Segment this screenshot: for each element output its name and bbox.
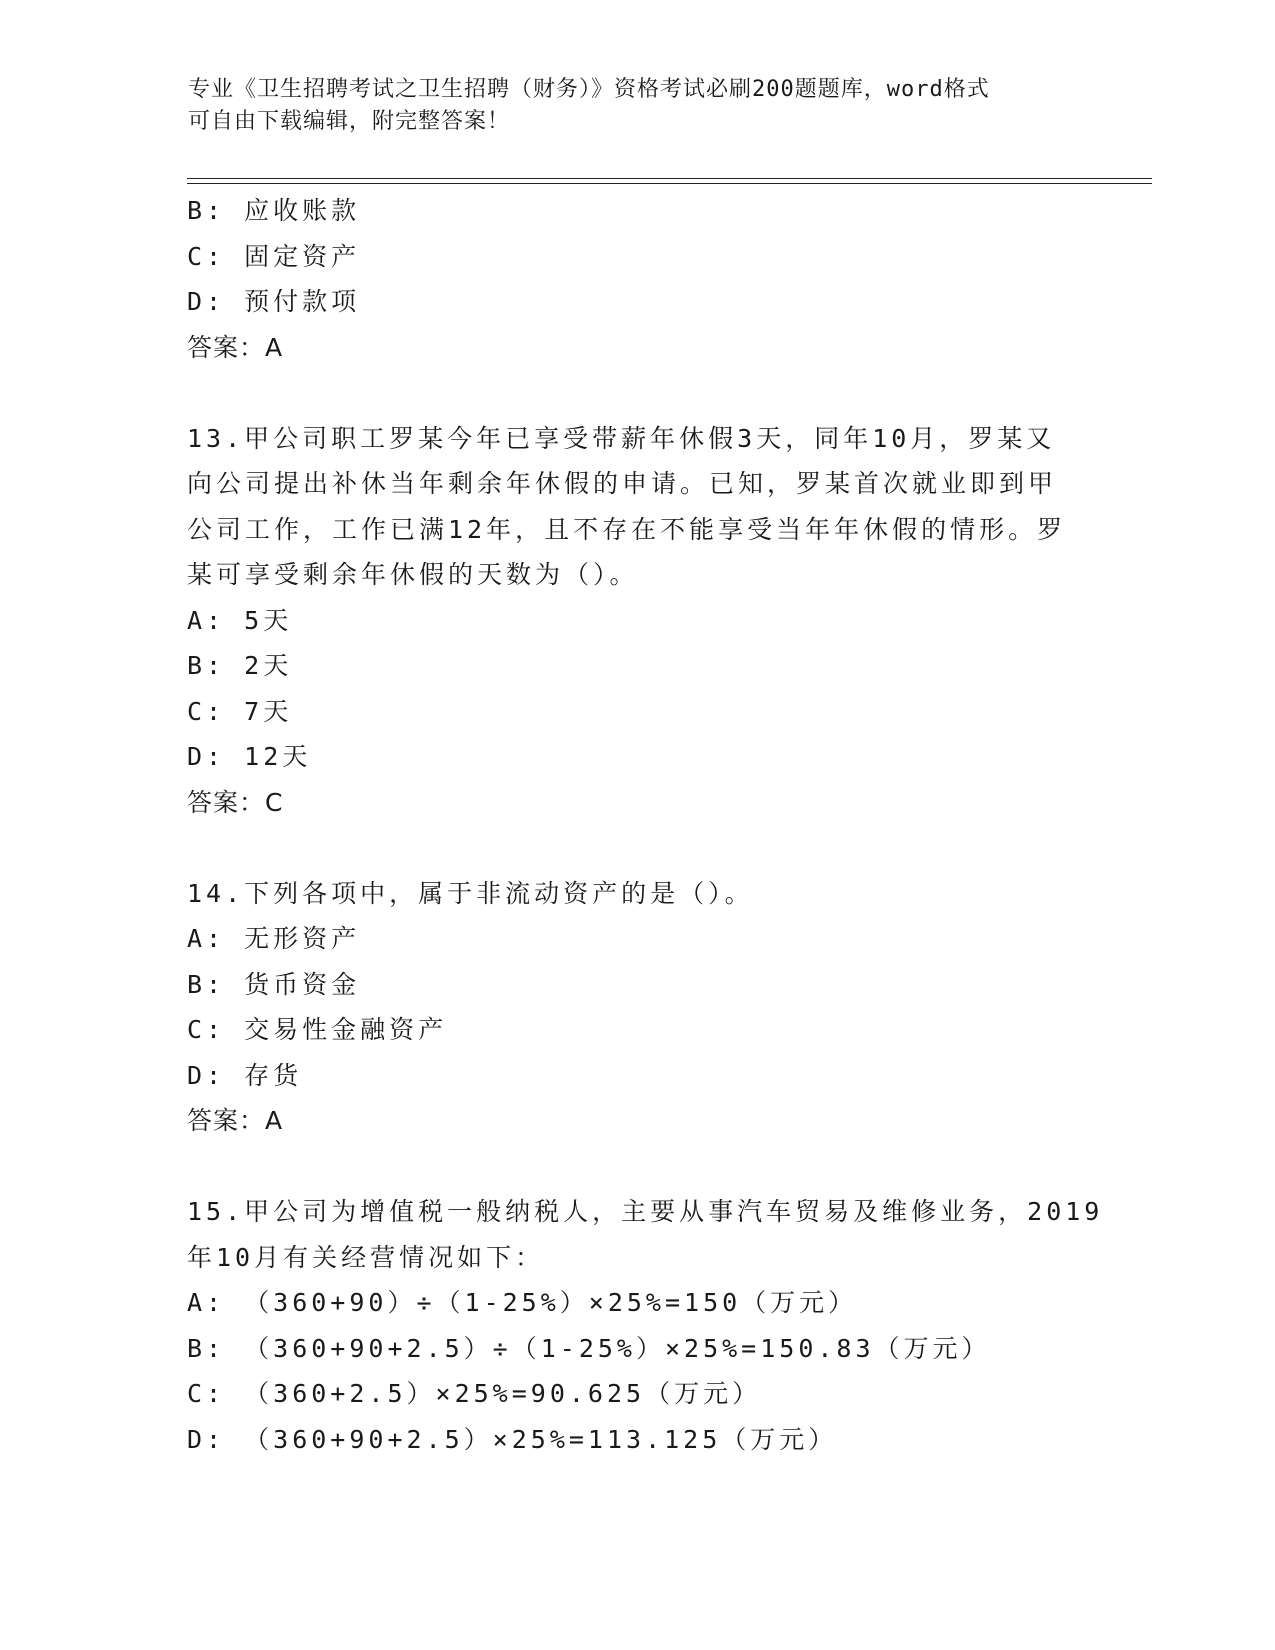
- option-a: A: （360+90）÷（1-25%）×25%=150（万元）: [187, 1288, 858, 1317]
- header-divider-top: [187, 178, 1152, 179]
- question-stem-line: 14.下列各项中，属于非流动资产的是（）。: [187, 878, 754, 908]
- document-header: [188, 74, 1088, 138]
- option-c: C: 固定资产: [187, 241, 361, 271]
- question-gap: [187, 825, 1087, 871]
- answer-line: 答案：A: [187, 332, 284, 362]
- option-d: D: （360+90+2.5）×25%=113.125（万元）: [187, 1424, 838, 1454]
- option-d: D: 12天: [187, 742, 312, 771]
- header-line-2: 可自由下载编辑，附完整答案！: [188, 109, 511, 134]
- question-stem-line: 某可享受剩余年休假的天数为（）。: [187, 560, 639, 589]
- question-stem-line: 年10月有关经营情况如下：: [187, 1242, 545, 1272]
- option-c: C: 7天: [187, 696, 293, 726]
- question-13: [187, 416, 1087, 826]
- option-a: A: 无形资产: [187, 924, 361, 953]
- question-gap: [187, 1144, 1087, 1190]
- option-b: B: （360+90+2.5）÷（1-25%）×25%=150.83（万元）: [187, 1333, 991, 1363]
- option-c: C: （360+2.5）×25%=90.625（万元）: [187, 1379, 762, 1408]
- option-a: A: 5天: [187, 605, 293, 635]
- header-divider-bottom: [187, 183, 1152, 184]
- option-b: B: 应收账款: [187, 196, 361, 225]
- question-14: [187, 871, 1087, 1144]
- answer-line: 答案：C: [187, 787, 284, 817]
- question-gap: [187, 370, 1087, 416]
- question-stem-line: 公司工作，工作已满12年，且不存在不能享受当年年休假的情形。罗: [187, 514, 1067, 544]
- question-12-tail: [187, 188, 1087, 370]
- question-stem-line: 15.甲公司为增值税一般纳税人，主要从事汽车贸易及维修业务，2019: [187, 1197, 1104, 1226]
- answer-line: 答案：A: [187, 1106, 284, 1135]
- option-b: B: 货币资金: [187, 969, 361, 999]
- question-stem-line: 向公司提出补休当年剩余年休假的申请。已知，罗某首次就业即到甲: [187, 469, 1058, 498]
- header-line-1: 专业《卫生招聘考试之卫生招聘（财务）》资格考试必刷200题题库，word格式: [188, 77, 990, 102]
- option-d: D: 预付款项: [187, 287, 361, 316]
- option-d: D: 存货: [187, 1060, 303, 1090]
- option-c: C: 交易性金融资产: [187, 1015, 448, 1044]
- question-list: [187, 188, 1104, 1462]
- question-stem-line: 13.甲公司职工罗某今年已享受带薪年休假3天，同年10月，罗某又: [187, 423, 1056, 453]
- question-15: [187, 1189, 1104, 1462]
- option-b: B: 2天: [187, 651, 293, 680]
